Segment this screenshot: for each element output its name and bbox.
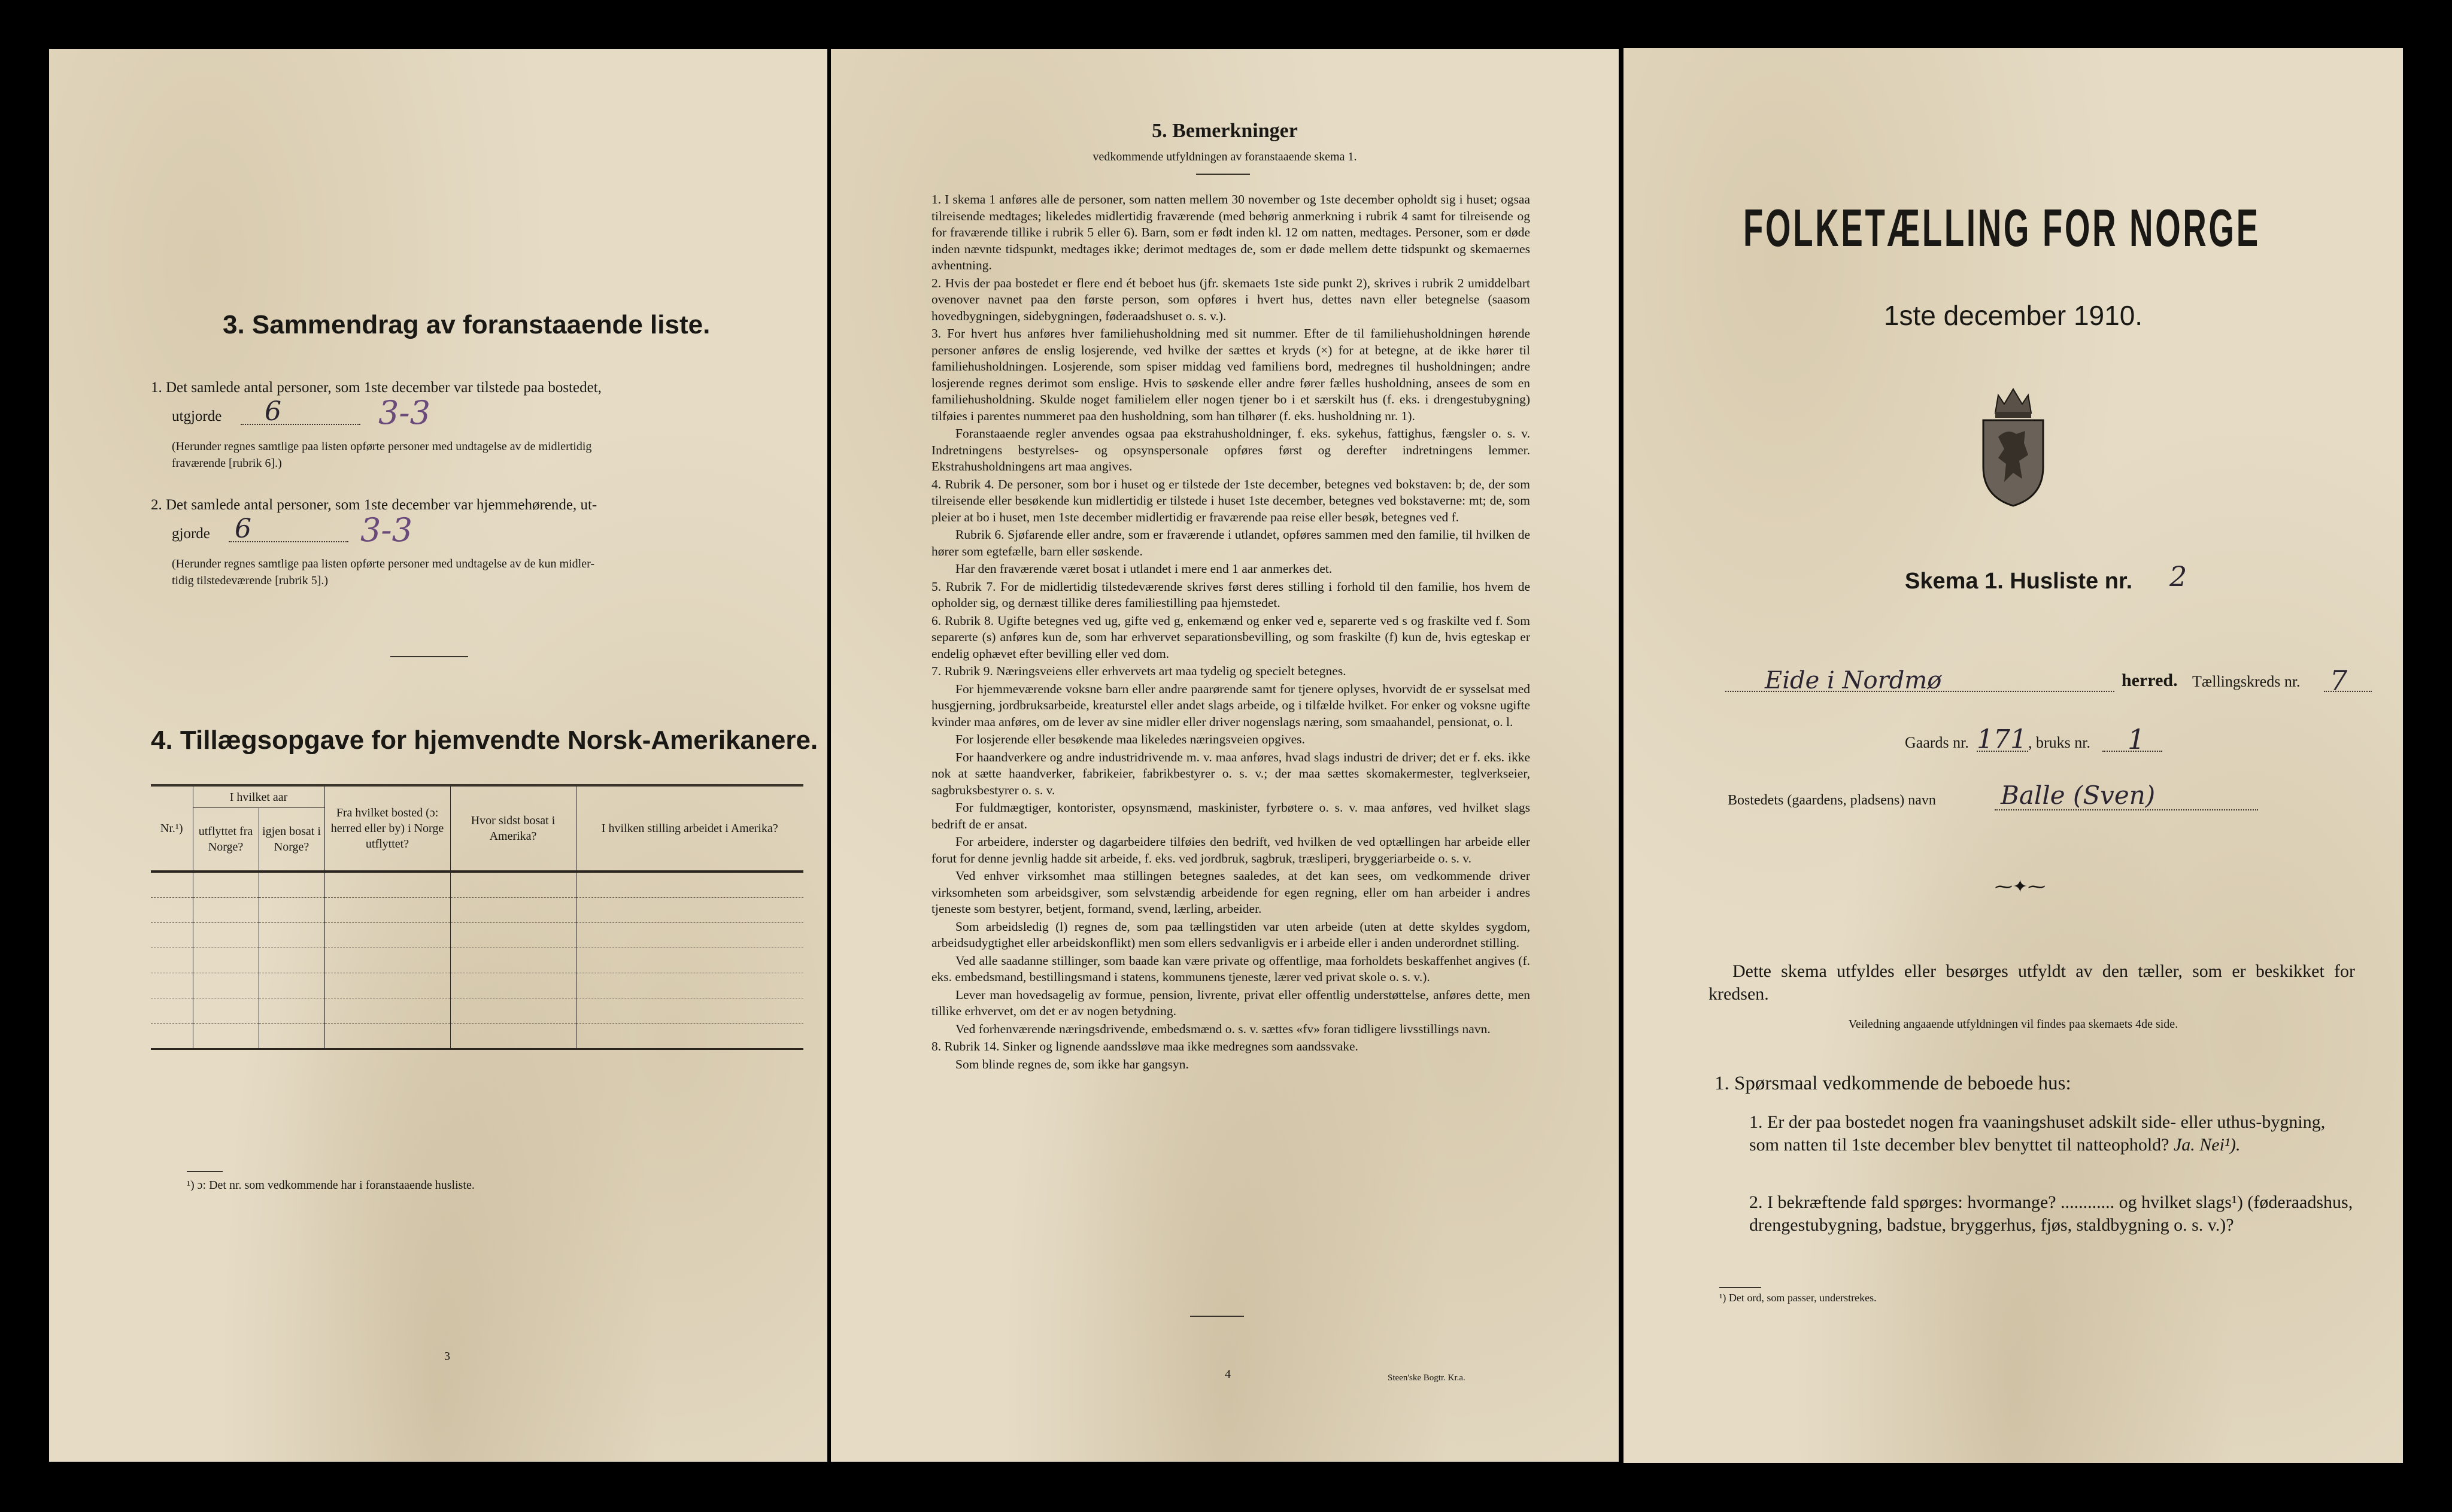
footnote: ¹) ɔ: Det nr. som vedkommende har i foranstaaende husliste. (187, 1179, 475, 1192)
col-group-aar (193, 787, 324, 872)
remark-paragraph: Lever man hovedsagelig av formue, pension, livrente, privat eller offentlig understøttelse, anføres dette, men tillike erhvervet, om det er av nogen betydning. (931, 987, 1530, 1018)
table-row (151, 898, 803, 923)
item2-note-a: (Herunder regnes samtlige paa listen opførte personer med undtagelse av de kun midler- (172, 557, 595, 570)
remark-paragraph: For losjerende eller besøkende maa likeledes næringsveien opgives. (955, 732, 1305, 746)
bruks-label: , bruks nr. (2028, 734, 2090, 751)
item1-utgjorde: utgjorde (172, 408, 222, 424)
ornament-icon: ⁓✦⁓ (1995, 877, 2046, 897)
bruks-nr: 1 (2128, 723, 2146, 755)
table-row (151, 923, 803, 948)
bosted-label: Bostedets (gaardens, pladsens) navn (1728, 793, 1936, 808)
remark-paragraph: Ved forhenværende næringsdrivende, embedsmænd o. s. v. sættes «fv» foran tidligere livsstillings navn. (955, 1021, 1491, 1036)
question-1-text: 1. Er der paa bostedet nogen fra vaaningshuset adskilt side- eller uthus-bygning, som natten til 1ste december blev benyttet til natteophold? (1749, 1112, 2326, 1155)
table-row (151, 1024, 803, 1049)
section-4-title: 4. Tillægsopgave for hjemvendte Norsk-Amerikanere. (151, 725, 818, 755)
remark-paragraph: 3. For hvert hus anføres hver familiehusholdning med sit nummer. Efter de til familiehusholdningen hørende personer anføres de enslig losjerende, ved hvilke der sættes et kryds (×) for at betegne, at de ikke hører til familiehusholdningen. Losjerende, som spiser middag ved familiens bord, medregnes til husholdningen; andre losjerende regnes derimot som enslige. Hvis to søskende eller andre fører fælles husholdning, ansees de som en familiehusholdning. Skulde noget familielem eller nogen tjener bo i et særskilt hus (f. eks. i drengestubygning) tilføies i parentes nummeret paa den husholdning, som han tilhører (f. eks. husholdning nr. 1). (931, 326, 1530, 423)
page-subtitle: vedkommende utfyldningen av foranstaaende skema 1. (1093, 150, 1357, 163)
remark-paragraph: 7. Rubrik 9. Næringsveiens eller erhvervets art maa tydelig og specielt betegnes. (931, 664, 1346, 678)
col-group-label: I hvilket aar (193, 787, 324, 808)
census-date: 1ste december 1910. (1883, 300, 2143, 331)
remark-paragraph: 4. Rubrik 4. De personer, som bor i huset og er tilstede der 1ste december, betegnes ved bokstaven: b; de, der som tilreisende eller besøkende kun midlertidig er tilstede i huset 1ste december, betegnes ved bokstaverne: mt; de, som pleier at bo i huset, men 1ste december midlertidig er fraværende paa reise eller besøk, betegnes ved f. (931, 476, 1530, 524)
remark-paragraph: For hjemmeværende voksne barn eller andre paarørende samt for tjenere oplyses, hvorvidt de er sysselsat med husgjerning, jordbruksarbeide, kreaturstel eller andet slags arbeide, og i tilfælde hvilket. For enker og voksne ugifte kvinder maa anføres, om de lever av sine midler eller driver nogenslags næring, som smaahandel, pensionat, o. l. (931, 681, 1530, 729)
remark-paragraph: Har den fraværende været bosat i utlandet i mere end 1 aar anmerkes det. (955, 561, 1333, 576)
item2-text: 2. Det samlede antal personer, som 1ste december var hjemmehørende, ut- (151, 497, 597, 513)
question-1 (1749, 1111, 2354, 1156)
remark-paragraph: 5. Rubrik 7. For de midlertidig tilstedeværende skrives først deres stilling i forhold til den familie, hos hvem de opholder sig, og dernæst tillike deres familiestilling paa hjemstedet. (931, 579, 1530, 610)
remark-paragraph: Som blinde regnes de, som ikke har gangsyn. (955, 1056, 1189, 1071)
footnote-rule (187, 1171, 223, 1172)
item2-value: 6 (235, 514, 251, 544)
remark-paragraph: For arbeidere, inderster og dagarbeidere tilføies den bedrift, ved hvilken de ved optællingen har arbeide eller forut for denne jevnlig hadde sit arbeide, f. eks. ved jordbruk, sagbruk, træsliperi, bryggeriarbeide o. s. v. (931, 834, 1530, 866)
item1-value: 6 (265, 396, 281, 427)
item2-note-b: tidig tilstedeværende [rubrik 5].) (172, 574, 329, 587)
kreds-label: Tællingskreds nr. (2192, 673, 2301, 690)
remark-paragraph: 6. Rubrik 8. Ugifte betegnes ved ug, gifte ved g, enkemænd og enker ved e, separerte ved s og fraskilte ved f. Som separerte (s) anføres kun de, som har erhvervet separationsbevilling, og som fraskilte (f) kun de, hvis egteskap er endelig ophævet efter bevilling eller ved dom. (931, 613, 1530, 661)
remark-paragraph: Rubrik 6. Sjøfarende eller andre, som er fraværende i utlandet, opføres sammen med den familie, til hvilken de hører som egtefælle, barn eller søskende. (931, 527, 1530, 558)
herred-value: Eide i Nordmø (1765, 667, 1942, 694)
gaards-label: Gaards nr. (1905, 734, 1969, 751)
skema-label: Skema 1. Husliste nr. (1905, 569, 2133, 594)
end-rule (1190, 1316, 1244, 1317)
remark-paragraph: 1. I skema 1 anføres alle de personer, som natten mellem 30 november og 1ste december opholdt sig i huset; ogsaa tilreisende medtages; likeledes midlertidig fraværende (med behørig anmerkning i rubrik 4 samt for tilreisende og for fraværende tillike i rubrik 5 eller 6). Barn, som er født inden kl. 12 om natten, medtages. Personer, som er døde inden nævnte tidspunkt, medtages ikke; derimot medtages de, som er døde mellem dette tidspunkt og skemaernes avhentning. (931, 192, 1530, 272)
table-row (151, 973, 803, 998)
intro-text: Dette skema utfyldes eller besørges utfyldt av den tæller, som er beskikket for kredsen. (1708, 961, 2355, 1004)
remark-paragraph: Foranstaaende regler anvendes ogsaa paa ekstrahusholdninger, f. eks. sykehus, fattighus, fængsler o. s. v. Indretningens bestyrelses- og opsynspersonale opføres først og derefter indretningens lemmer. Ekstrahusholdningens art maa angives. (931, 426, 1530, 473)
item1-split: 3-3 (378, 394, 430, 432)
page-3 (49, 49, 827, 1462)
herred-label: herred. (2122, 670, 2178, 690)
item1-note-a: (Herunder regnes samtlige paa listen opførte personer med undtagelse av de midlertidig (172, 440, 592, 453)
remark-paragraph: 8. Rubrik 14. Sinker og lignende aandssløve maa ikke medregnes som aandssvake. (931, 1039, 1358, 1053)
section-3-title: 3. Sammendrag av foranstaaende liste. (223, 310, 711, 339)
page-4 (831, 49, 1619, 1462)
coat-of-arms-icon (1971, 383, 2055, 509)
remark-paragraph: Som arbeidsledig (l) regnes de, som paa tællingstiden var uten arbeide (uten at dette skyldes sygdom, arbeidsudygtighet eller arbeidskonflikt) men som ellers sedvanligvis er i arbeide eller i anden underordnet stilling. (931, 919, 1530, 950)
veiledning-text: Veiledning angaaende utfyldningen vil findes paa skemaets 4de side. (1848, 1018, 2178, 1031)
col-nr: Nr.¹) (151, 787, 193, 872)
remark-paragraph: 2. Hvis der paa bostedet er flere end ét beboet hus (jfr. skemaets 1ste side punkt 2), skrives i rubrik 2 umiddelbart ovenover navnet paa den første person, som opføres i hvert hus, dettes navn eller betegnelse (saasom hovedbygningen, sidebygningen, føderaadshuset o. s. v.). (931, 275, 1530, 323)
item1-text: 1. Det samlede antal personer, som 1ste december var tilstede paa bostedet, (151, 379, 602, 396)
remark-paragraph: For fuldmægtiger, kontorister, opsynsmænd, maskinister, fyrbøtere o. s. v. maa anføres, ved hvilket slags bedrift de er ansat. (931, 800, 1530, 831)
remark-paragraph: For haandverkere og andre industridrivende m. v. maa anføres, hvad slags industri de driver; det er f. eks. ikke nok at sætte haandverker, fabrikeier, fabrikbestyrer o. s. v.; der maa sættes skomakermester, teglverkseier, sagbruksbestyrer o. s. v. (931, 749, 1530, 797)
remark-paragraph: Ved enhver virksomhet maa stillingen betegnes saaledes, at det kan sees, om vedkommende driver virksomheten som arbeidsgiver, som selvstændig arbeidende for egen regning, eller om han arbeider i andres tjeneste som bestyrer, betjent, formand, svend, lærling, arbeider. (931, 869, 1530, 916)
question-2: 2. I bekræftende fald spørges: hvormange? ............ og hvilket slags¹) (føderaadshus, drengestubygning, badstue, bryggerhus, fjøs, staldbygning o. s. v.)? (1749, 1192, 2353, 1235)
table-row (151, 948, 803, 973)
page-number: 3 (444, 1350, 450, 1363)
remark-paragraph: Ved alle saadanne stillinger, som baade kan være private og offentlige, maa forholdets beskaffenhet angives (f. eks. embedsmand, bestillingsmand i statens, kommunens tjeneste, lærer ved privat skole o. s. v.). (931, 953, 1530, 984)
title-wrap (1623, 198, 2403, 269)
page-title: 5. Bemerkninger (1152, 120, 1298, 142)
item1-note-b: fraværende [rubrik 6].) (172, 457, 282, 470)
divider (390, 656, 468, 657)
questions-header: 1. Spørsmaal vedkommende de beboede hus: (1714, 1073, 2071, 1094)
footnote: ¹) Det ord, som passer, understrekes. (1719, 1292, 1877, 1304)
question-1-answer: Ja. Nei¹). (2173, 1135, 2241, 1155)
item2-utgjorde: gjorde (172, 526, 210, 542)
table-row (151, 872, 803, 898)
page-title: FOLKETÆLLING FOR NORGE (1743, 198, 2260, 257)
husliste-nr: 2 (2169, 560, 2187, 593)
kreds-nr: 7 (2330, 664, 2348, 697)
norsk-amerikanere-table (151, 787, 803, 1050)
printer-mark: Steen'ske Bogtr. Kr.a. (1388, 1373, 1465, 1383)
item2-split: 3-3 (360, 511, 412, 549)
item1-dotline (241, 424, 360, 425)
page-number: 4 (1225, 1368, 1231, 1381)
table-row (151, 998, 803, 1024)
page-1 (1623, 48, 2403, 1463)
bemerkninger-body (931, 192, 1530, 1074)
title-rule (1196, 174, 1250, 175)
col-bosted-norge: Fra hvilket bosted (ɔ: herred eller by) i Norge utflyttet? (324, 787, 450, 872)
col-utflyttet: utflyttet fra Norge? (193, 808, 259, 870)
col-stilling-amerika: I hvilken stilling arbeidet i Amerika? (576, 787, 803, 872)
footnote-rule (1719, 1287, 1761, 1288)
col-igjen-bosat: igjen bosat i Norge? (262, 824, 321, 854)
bosted-value: Balle (Sven) (2001, 781, 2156, 810)
gaards-nr: 171 (1977, 724, 2027, 755)
col-bosat-amerika: Hvor sidst bosat i Amerika? (450, 787, 576, 872)
